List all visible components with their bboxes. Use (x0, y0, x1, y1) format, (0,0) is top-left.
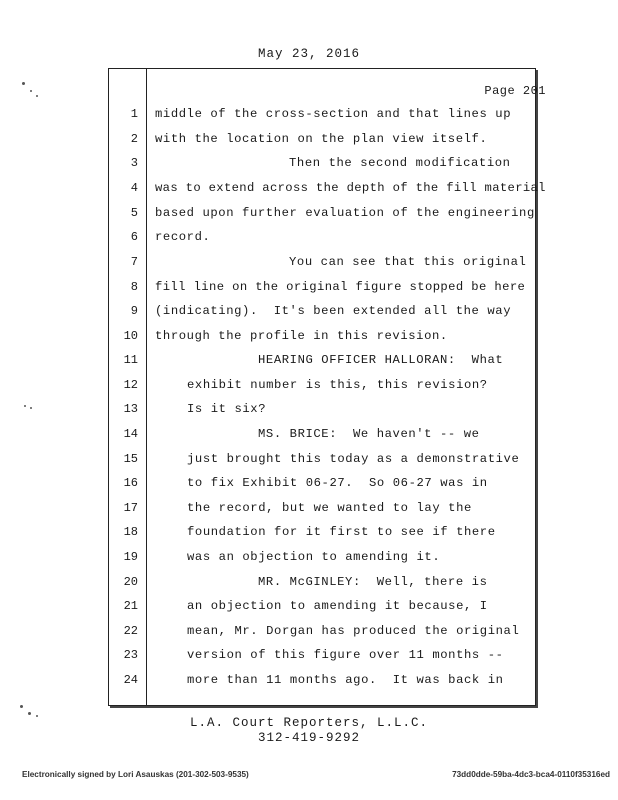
reporter-company: L.A. Court Reporters, L.L.C. (189, 716, 429, 730)
transcript-line: foundation for it first to see if there (187, 525, 496, 539)
line-number: 13 (123, 402, 138, 416)
transcript-line: MS. BRICE: We haven't -- we (258, 427, 480, 441)
line-number: 7 (130, 255, 138, 269)
line-number: 16 (123, 476, 138, 490)
transcript-line: through the profile in this revision. (155, 329, 448, 343)
line-number: 17 (123, 501, 138, 515)
line-number: 12 (123, 378, 138, 392)
line-number: 20 (123, 575, 138, 589)
line-number: 9 (130, 304, 138, 318)
scan-speck (22, 82, 25, 85)
transcript-line: exhibit number is this, this revision? (187, 378, 488, 392)
margin-rule (146, 68, 147, 706)
transcript-line: MR. McGINLEY: Well, there is (258, 575, 488, 589)
scan-speck (36, 95, 38, 97)
transcript-line: fill line on the original figure stopped be here (155, 280, 526, 294)
line-number: 4 (130, 181, 138, 195)
line-number: 1 (130, 107, 138, 121)
line-number: 23 (123, 648, 138, 662)
transcript-line: more than 11 months ago. It was back in (187, 673, 504, 687)
scan-speck (36, 715, 38, 717)
transcript-date: May 23, 2016 (257, 47, 360, 61)
transcript-line: was an objection to amending it. (187, 550, 441, 564)
line-number: 21 (123, 599, 138, 613)
transcript-line: the record, but we wanted to lay the (187, 501, 472, 515)
line-number: 15 (123, 452, 138, 466)
line-number: 18 (123, 525, 138, 539)
transcript-line: was to extend across the depth of the fill material (155, 181, 546, 195)
line-number: 24 (123, 673, 138, 687)
scan-speck (30, 407, 32, 409)
line-number: 11 (123, 353, 138, 367)
line-number: 6 (130, 230, 138, 244)
transcript-line: to fix Exhibit 06-27. So 06-27 was in (187, 476, 488, 490)
line-number: 10 (123, 329, 138, 343)
line-number: 2 (130, 132, 138, 146)
electronic-signature: Electronically signed by Lori Asauskas (201-302-503-9535) (22, 770, 249, 779)
line-number: 8 (130, 280, 138, 294)
transcript-line: based upon further evaluation of the engineering (155, 206, 535, 220)
line-number: 22 (123, 624, 138, 638)
line-number: 3 (130, 156, 138, 170)
scan-speck (24, 405, 26, 407)
transcript-line: Is it six? (187, 402, 267, 416)
transcript-line: HEARING OFFICER HALLORAN: What (258, 353, 504, 367)
reporter-phone: 312-419-9292 (257, 731, 360, 745)
line-number: 19 (123, 550, 138, 564)
transcript-line: mean, Mr. Dorgan has produced the original (187, 624, 520, 638)
scan-speck (30, 90, 32, 92)
transcript-line: just brought this today as a demonstrative (187, 452, 520, 466)
scan-speck (20, 705, 23, 708)
transcript-line: middle of the cross-section and that lines up (155, 107, 512, 121)
transcript-line: Then the second modification (289, 156, 511, 170)
transcript-line: You can see that this original (289, 255, 527, 269)
transcript-line: with the location on the plan view itself. (155, 132, 488, 146)
document-id: 73dd0dde-59ba-4dc3-bca4-0110f35316ed (452, 770, 610, 779)
line-number: 5 (130, 206, 138, 220)
page-number: Page 201 (484, 84, 546, 98)
transcript-line: (indicating). It's been extended all the way (155, 304, 512, 318)
line-number: 14 (123, 427, 138, 441)
transcript-line: record. (155, 230, 211, 244)
transcript-line: version of this figure over 11 months -- (187, 648, 504, 662)
transcript-line: an objection to amending it because, I (187, 599, 488, 613)
scan-speck (28, 712, 31, 715)
